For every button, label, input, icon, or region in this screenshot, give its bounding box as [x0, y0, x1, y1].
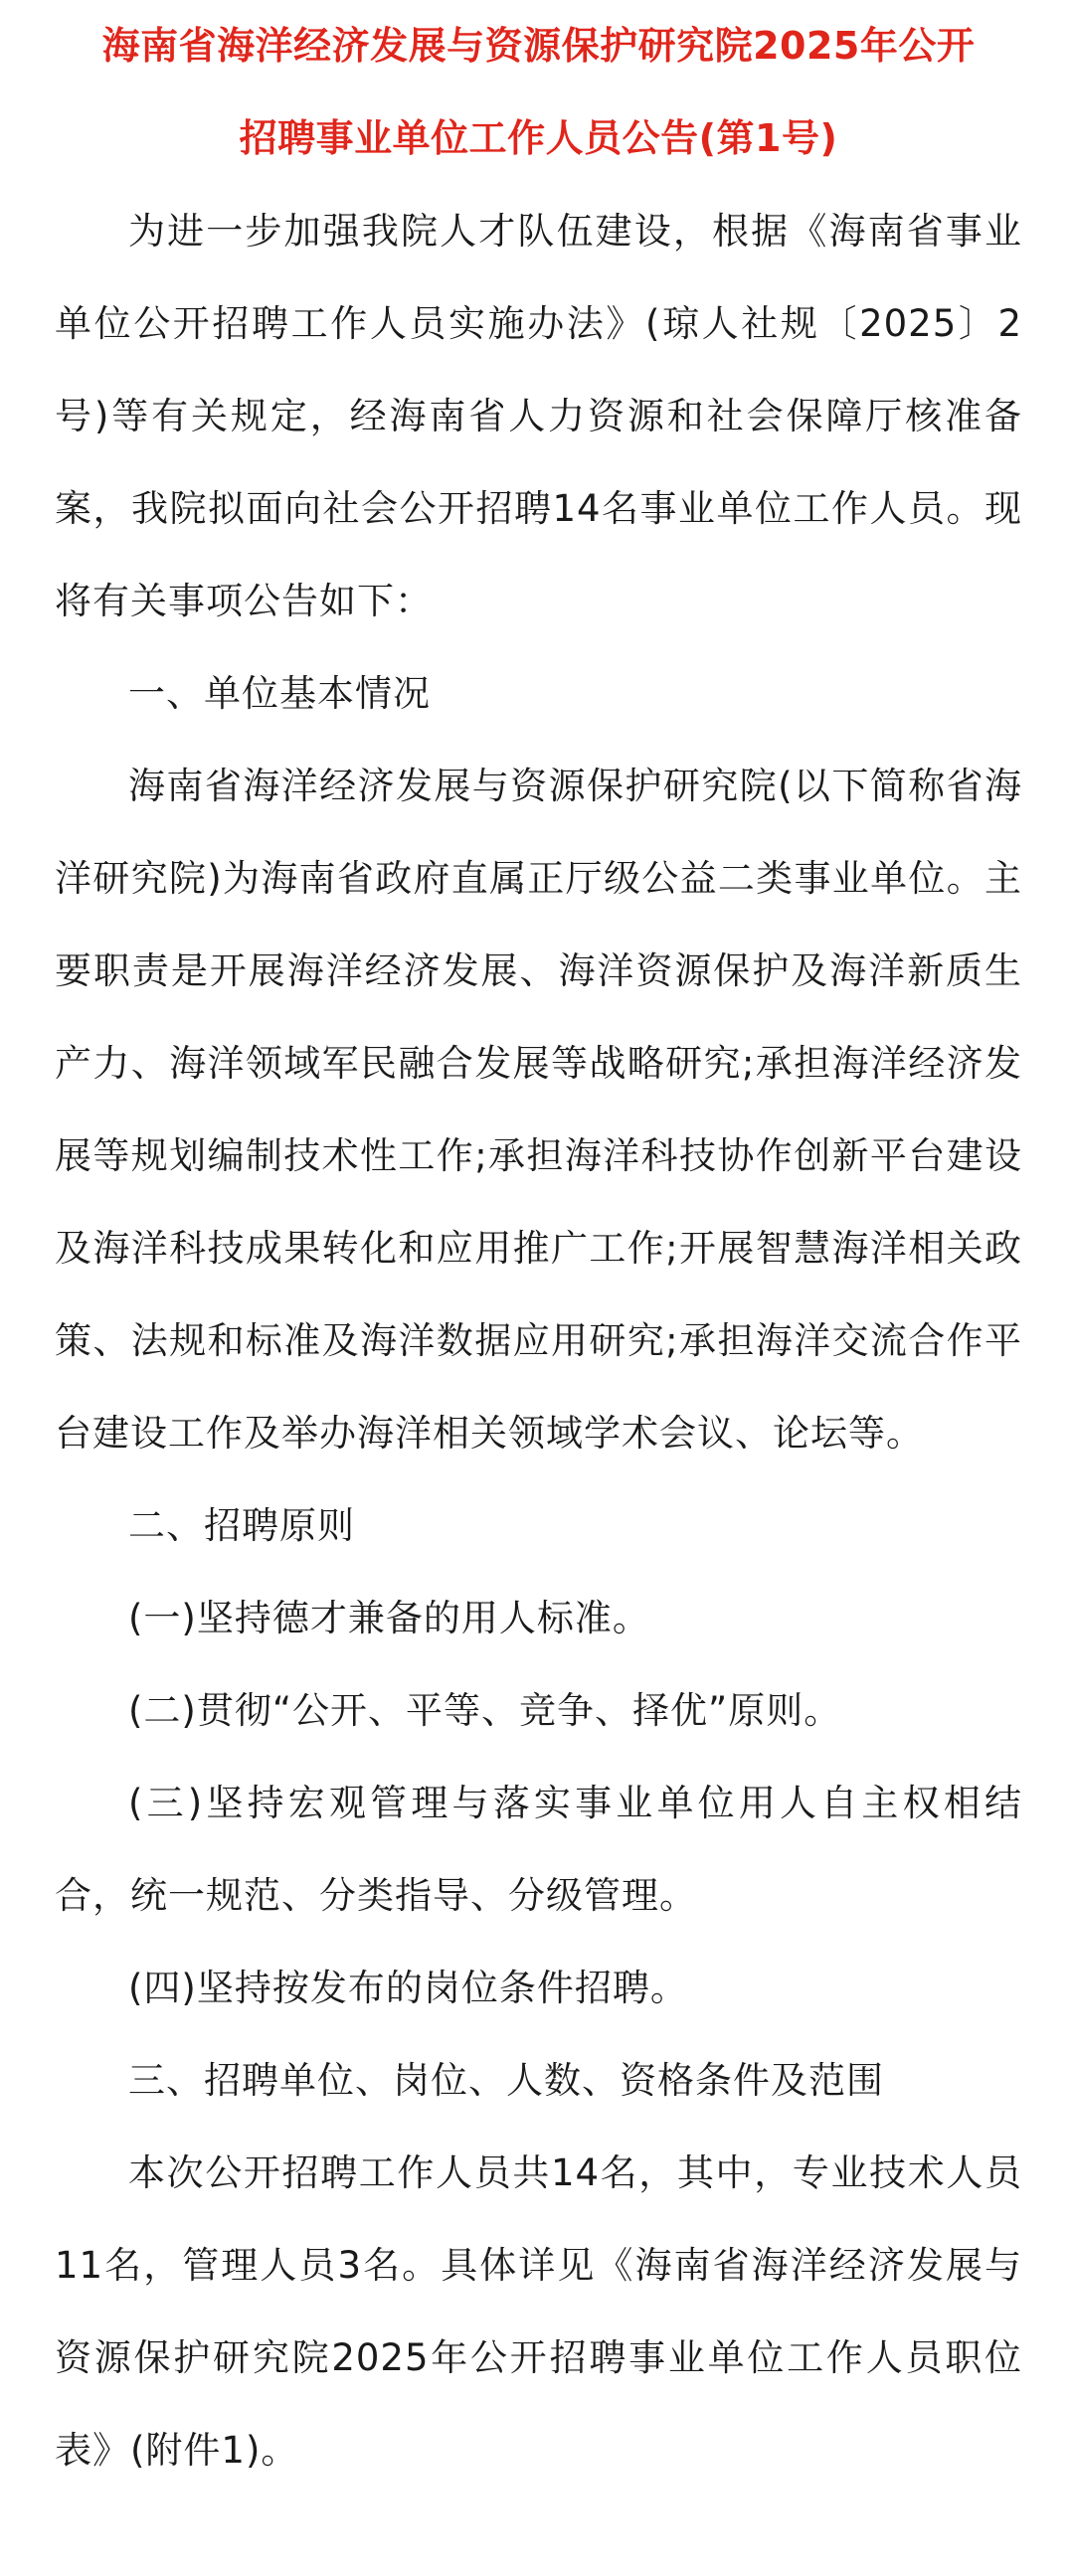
principle-item-2: (二)贯彻“公开、平等、竞争、择优”原则。: [128, 1689, 842, 1732]
title-line-2: 招聘事业单位工作人员公告(第1号): [239, 116, 838, 160]
positions-paragraph: 本次公开招聘工作人员共14名，其中，专业技术人员11名，管理人员3名。具体详见《海南省海洋经济发展与资源保护研究院2025年公开招聘事业单位工作人员职位表》(附件1)。: [55, 2151, 1022, 2472]
announcement-title: [55, 0, 1022, 185]
section-heading-unit-info: 一、单位基本情况: [128, 672, 431, 715]
announcement-body: [55, 185, 1022, 2496]
section-heading-positions: 三、招聘单位、岗位、人数、资格条件及范围: [128, 2059, 884, 2102]
principle-item-3: (三)坚持宏观管理与落实事业单位用人自主权相结合，统一规范、分类指导、分级管理。: [55, 1782, 1022, 1917]
title-line-1: 海南省海洋经济发展与资源保护研究院2025年公开: [101, 24, 976, 68]
unit-info-paragraph: 海南省海洋经济发展与资源保护研究院(以下简称省海洋研究院)为海南省政府直属正厅级公益二类事业单位。主要职责是开展海洋经济发展、海洋资源保护及海洋新质生产力、海洋领域军民融合发展等战略研究;承担海洋经济发展等规划编制技术性工作;承担海洋科技协作创新平台建设及海洋科技成果转化和应用推广工作;开展智慧海洋相关政策、法规和标准及海洋数据应用研究;承担海洋交流合作平台建设工作及举办海洋相关领域学术会议、论坛等。: [55, 765, 1022, 1455]
principle-item-1: (一)坚持德才兼备的用人标准。: [128, 1597, 650, 1639]
section-heading-principles: 二、招聘原则: [128, 1504, 355, 1547]
intro-paragraph: 为进一步加强我院人才队伍建设，根据《海南省事业单位公开招聘工作人员实施办法》(琼人社规〔2025〕2号)等有关规定，经海南省人力资源和社会保障厅核准备案，我院拟面向社会公开招聘14名事业单位工作人员。现将有关事项公告如下：: [55, 210, 1022, 622]
principle-item-4: (四)坚持按发布的岗位条件招聘。: [128, 1967, 688, 2009]
